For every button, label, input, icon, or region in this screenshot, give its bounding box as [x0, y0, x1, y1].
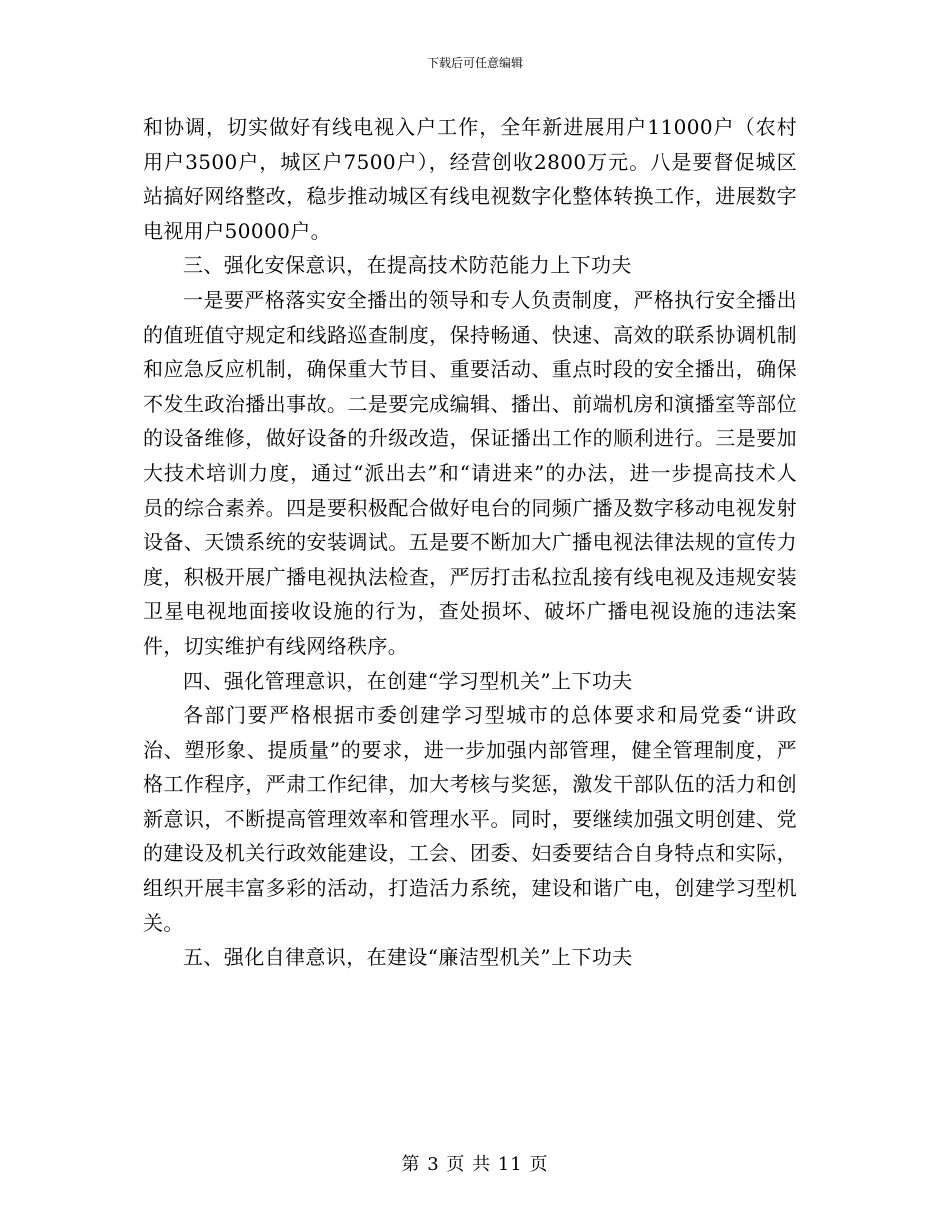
section-heading-5: 五、强化自律意识，在建设“廉洁型机关”上下功夫 — [183, 945, 633, 970]
paragraph: 各部门要严格根据市委创建学习型城市的总体要求和局党委“讲政治、塑形象、提质量”的要求，进一步加强内部管理，健全管理制度，严格工作程序，严肃工作纪律，加大考核与奖惩，激发干部队伍的活力和创新意识，不断提高管理效率和管理水平。同时，要继续加强文明创建、党的建设及机关行政效能建设，工会、团委、妇委要结合自身特点和实际，组织开展丰富多彩的活动，打造活力系统，建设和谐广电，创建学习型机关。 — [143, 703, 797, 935]
section-heading-4: 四、强化管理意识，在创建“学习型机关”上下功夫 — [183, 668, 633, 693]
paragraph-continued: 和协调，切实做好有线电视入户工作，全年新进展用户11000户（农村用户3500户，城区户7500户），经营创收2800万元。八是要督促城区站搞好网络整改，稳步推动城区有线电视数字化整体转换工作，进展数字电视用户50000户。 — [143, 115, 797, 243]
document-body — [143, 110, 797, 975]
page-header: 下载后可任意编辑 — [426, 56, 523, 70]
paragraph: 一是要严格落实安全播出的领导和专人负责制度，严格执行安全播出的值班值守规定和线路巡查制度，保持畅通、快速、高效的联系协调机制和应急反应机制，确保重大节目、重要活动、重点时段的安全播出，确保不发生政治播出事故。二是要完成编辑、播出、前端机房和演播室等部位的设备维修，做好设备的升级改造，保证播出工作的顺利进行。三是要加大技术培训力度，通过“派出去”和“请进来”的办法，进一步提高技术人员的综合素养。四是要积极配合做好电台的同频广播及数字移动电视发射设备、天馈系统的安装调试。五是要不断加大广播电视法律法规的宣传力度，积极开展广播电视执法检查，严厉打击私拉乱接有线电视及违规安装卫星电视地面接收设施的行为，查处损坏、破坏广播电视设施的违法案件，切实维护有线网络秩序。 — [143, 287, 797, 658]
section-heading-3: 三、强化安保意识，在提高技术防范能力上下功夫 — [183, 253, 632, 278]
page-number-footer: 第 3 页 共 11 页 — [401, 1154, 549, 1175]
